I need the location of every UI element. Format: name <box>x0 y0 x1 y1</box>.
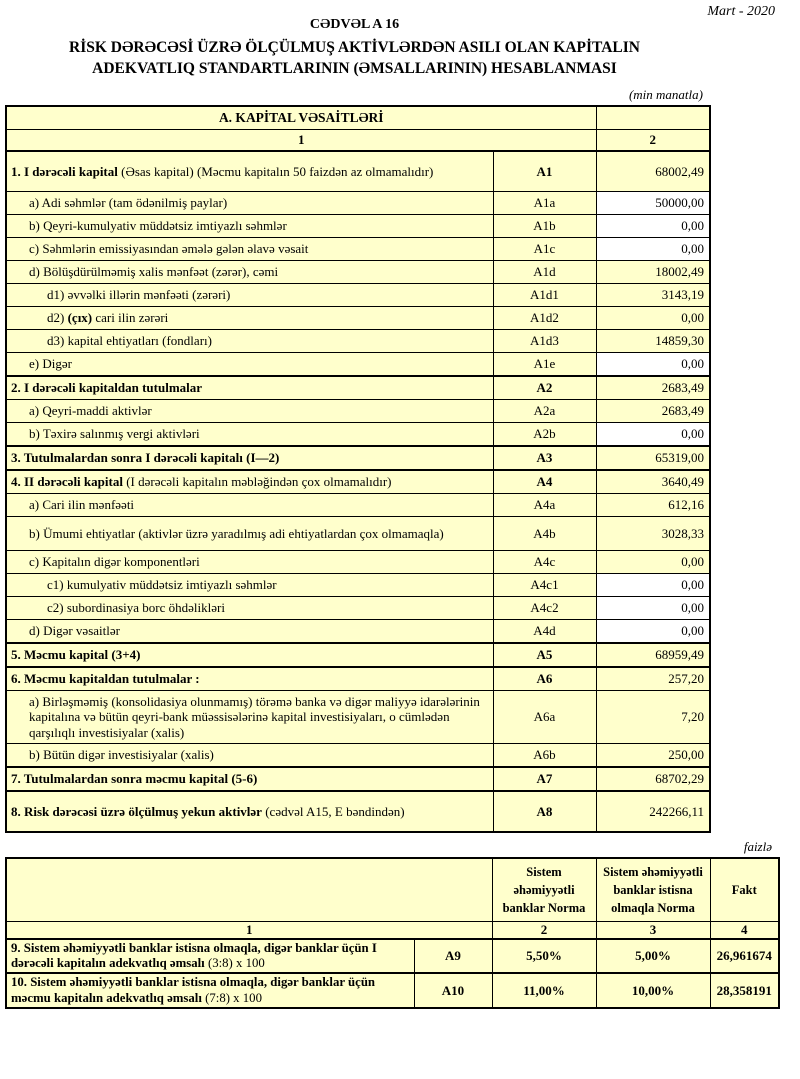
row-label <box>6 192 493 215</box>
ratio-header-norma-other: Sistem əhəmiyyətli banklar istisna olmaqla Norma <box>596 858 710 922</box>
row-value: 2683,49 <box>596 400 710 423</box>
row-label <box>6 151 493 192</box>
label-segment-bold: 7. Tutulmalardan sonra məcmu kapital (5-6) <box>11 771 258 787</box>
ratio-colnum-2: 2 <box>492 922 596 939</box>
row-label <box>6 744 493 768</box>
row-code: A1c <box>493 238 596 261</box>
row-value: 3028,33 <box>596 517 710 551</box>
row-label <box>6 691 493 744</box>
row-label <box>6 667 493 691</box>
label-segment-bold: 9. Sistem əhəmiyyətli banklar istisna olmaqla, digər banklar üçün I dərəcəli kapitalın adekvatlıq əmsalı <box>11 940 377 970</box>
label-segment: d3) kapital ehtiyatları (fondları) <box>47 333 212 349</box>
capital-row-A1d2 <box>6 307 710 330</box>
row-value: 257,20 <box>596 667 710 691</box>
row-label <box>6 446 493 470</box>
row-label <box>6 470 493 494</box>
label-segment: (Əsas kapital) (Məcmu kapitalın 50 faizdən az olmamalıdır) <box>117 163 434 179</box>
label-segment-bold: (çıx) <box>67 310 93 326</box>
row-label <box>6 791 493 832</box>
row-code: A1b <box>493 215 596 238</box>
label-segment: a) Qeyri-maddi aktivlər <box>29 403 152 419</box>
label-segment-bold: 10. Sistem əhəmiyyətli banklar istisna olmaqla, digər banklar üçün məcmu kapitalın adekvatlıq əmsalı <box>11 975 376 1005</box>
row-value-1: 5,50% <box>492 939 596 974</box>
row-label <box>6 261 493 284</box>
capital-row-A1d <box>6 261 710 284</box>
row-code: A6a <box>493 691 596 744</box>
capital-row-A1d3 <box>6 330 710 353</box>
capital-row-A1a <box>6 192 710 215</box>
row-code: A7 <box>493 767 596 791</box>
row-value: 3143,19 <box>596 284 710 307</box>
capital-row-A1 <box>6 151 710 192</box>
row-label <box>6 551 493 574</box>
row-label <box>6 238 493 261</box>
main-title-line2: ADEKVATLIQ STANDARTLARININ (ƏMSALLARININ) HESABLANMASI <box>92 60 617 77</box>
row-code: A1d1 <box>493 284 596 307</box>
capital-row-A7 <box>6 767 710 791</box>
capital-row-A2a <box>6 400 710 423</box>
row-label <box>6 973 414 1008</box>
capital-row-A1e <box>6 353 710 377</box>
label-segment: (3:8) x 100 <box>207 955 265 970</box>
label-segment: d2) <box>47 310 68 326</box>
row-value-2: 5,00% <box>596 939 710 974</box>
label-segment: (7:8) x 100 <box>205 990 262 1005</box>
ratio-header-norma-systemic: Sistem əhəmiyyətli banklar Norma <box>492 858 596 922</box>
report-date: Mart - 2020 <box>707 4 775 19</box>
capital-row-A4a <box>6 494 710 517</box>
row-label <box>6 517 493 551</box>
capital-row-A1c <box>6 238 710 261</box>
label-segment: a) Birləşməmiş (konsolidasiya olunmamış) törəmə banka və digər maliyyə idarələrinin kapitalına və bütün qeyri-bank müəssisələrinə kapital investisiyaları, o cümlədən qarşılıqlı investisiyalar (xalis) <box>29 693 480 740</box>
row-code: A2 <box>493 376 596 400</box>
capital-colnum-2: 2 <box>596 130 710 152</box>
row-value: 65319,00 <box>596 446 710 470</box>
label-segment: a) Cari ilin mənfəəti <box>29 497 135 513</box>
row-value: 3640,49 <box>596 470 710 494</box>
row-value: 0,00 <box>596 551 710 574</box>
row-value-3: 26,961674 <box>710 939 779 974</box>
label-segment: (cədvəl A15, E bəndindən) <box>261 803 405 819</box>
label-segment-bold: 1. I dərəcəli kapital <box>11 163 118 179</box>
capital-row-A1d1 <box>6 284 710 307</box>
capital-row-A4c2 <box>6 597 710 620</box>
unit-note-faizle: faizlə <box>743 839 772 854</box>
row-value-1: 11,00% <box>492 973 596 1008</box>
row-code: A8 <box>493 791 596 832</box>
label-segment: b) Qeyri-kumulyativ müddətsiz imtiyazlı səhmlər <box>29 218 287 234</box>
row-value: 0,00 <box>596 620 710 644</box>
ratio-colnum-row <box>6 922 779 939</box>
label-segment: c) Səhmlərin emissiyasından əmələ gələn əlavə vəsait <box>29 241 309 257</box>
row-label <box>6 767 493 791</box>
row-code: A4c <box>493 551 596 574</box>
label-segment: d) Bölüşdürülməmiş xalis mənfəət (zərər), cəmi <box>29 264 279 280</box>
row-value: 68702,29 <box>596 767 710 791</box>
row-label <box>6 307 493 330</box>
row-code: A3 <box>493 446 596 470</box>
row-code: A5 <box>493 643 596 667</box>
ratio-header-fakt: Fakt <box>710 858 779 922</box>
row-code: A4d <box>493 620 596 644</box>
row-code: A4c2 <box>493 597 596 620</box>
label-segment: b) Ümumi ehtiyatlar (aktivlər üzrə yaradılmış adi ehtiyatlardan çox olmamaqla) <box>29 525 444 541</box>
unit-note-min-manatla: (min manatla) <box>628 87 703 102</box>
row-value: 0,00 <box>596 353 710 377</box>
capital-row-A1b <box>6 215 710 238</box>
ratio-colnum-3: 3 <box>596 922 710 939</box>
row-value: 0,00 <box>596 597 710 620</box>
row-code: A4 <box>493 470 596 494</box>
label-segment-bold: 2. I dərəcəli kapitaldan tutulmalar <box>11 380 203 396</box>
row-value: 0,00 <box>596 423 710 447</box>
row-code: A1e <box>493 353 596 377</box>
capital-row-A4d <box>6 620 710 644</box>
ratio-header-row <box>6 858 779 922</box>
row-value: 242266,11 <box>596 791 710 832</box>
row-code: A4b <box>493 517 596 551</box>
row-label <box>6 353 493 377</box>
label-segment-bold: 3. Tutulmalardan sonra I dərəcəli kapitalı (I—2) <box>11 450 280 466</box>
row-label <box>6 423 493 447</box>
row-label <box>6 574 493 597</box>
table-code: CƏDVƏL A 16 <box>309 17 400 32</box>
row-label <box>6 376 493 400</box>
row-code: A2a <box>493 400 596 423</box>
ratio-header-empty-cell <box>6 858 492 922</box>
row-code: A1a <box>493 192 596 215</box>
label-segment-bold: 6. Məcmu kapitaldan tutulmalar : <box>11 671 200 687</box>
label-segment: e) Digər <box>29 356 72 372</box>
row-label <box>6 939 414 974</box>
ratio-colnum-1: 1 <box>6 922 492 939</box>
row-code: A4a <box>493 494 596 517</box>
row-value-2: 10,00% <box>596 973 710 1008</box>
label-segment-bold: 4. II dərəcəli kapital <box>11 474 123 490</box>
row-code: A6 <box>493 667 596 691</box>
row-value: 250,00 <box>596 744 710 768</box>
row-value: 0,00 <box>596 215 710 238</box>
row-label <box>6 620 493 644</box>
label-segment: a) Adi səhmlər (tam ödənilmiş paylar) <box>29 195 228 211</box>
main-title <box>0 37 709 79</box>
label-segment: (I dərəcəli kapitalın məbləğindən çox olmamalıdır) <box>122 474 392 490</box>
ratio-row-A9 <box>6 939 779 974</box>
capital-row-A4c <box>6 551 710 574</box>
row-value: 50000,00 <box>596 192 710 215</box>
capital-colnum-row <box>6 130 710 152</box>
capital-row-A6 <box>6 667 710 691</box>
row-value: 68002,49 <box>596 151 710 192</box>
ratio-table <box>5 857 780 1009</box>
label-segment-bold: 8. Risk dərəcəsi üzrə ölçülmuş yekun aktivlər <box>11 803 262 819</box>
capital-row-A2 <box>6 376 710 400</box>
capital-row-A5 <box>6 643 710 667</box>
row-value: 2683,49 <box>596 376 710 400</box>
row-code: A1 <box>493 151 596 192</box>
row-value: 0,00 <box>596 238 710 261</box>
capital-row-A4 <box>6 470 710 494</box>
label-segment: c1) kumulyativ müddətsiz imtiyazlı səhmlər <box>47 577 277 593</box>
row-code: A2b <box>493 423 596 447</box>
ratio-colnum-4: 4 <box>710 922 779 939</box>
capital-row-A6b <box>6 744 710 768</box>
row-value: 18002,49 <box>596 261 710 284</box>
row-label <box>6 400 493 423</box>
label-segment: c) Kapitalın digər komponentləri <box>29 554 200 570</box>
capital-row-A6a <box>6 691 710 744</box>
capital-row-A8 <box>6 791 710 832</box>
row-value: 0,00 <box>596 307 710 330</box>
capital-row-A4b <box>6 517 710 551</box>
row-value-3: 28,358191 <box>710 973 779 1008</box>
label-segment: d) Digər vəsaitlər <box>29 623 120 639</box>
row-label <box>6 597 493 620</box>
row-code: A1d3 <box>493 330 596 353</box>
row-label <box>6 643 493 667</box>
row-value: 68959,49 <box>596 643 710 667</box>
label-segment: c2) subordinasiya borc öhdəlikləri <box>47 600 225 616</box>
capital-row-A3 <box>6 446 710 470</box>
capital-table <box>5 105 711 833</box>
row-label <box>6 330 493 353</box>
row-label <box>6 494 493 517</box>
main-title-line1: RİSK DƏRƏCƏSİ ÜZRƏ ÖLÇÜLMUŞ AKTİVLƏRDƏN ASILI OLAN KAPİTALIN <box>69 39 640 56</box>
row-code: A10 <box>414 973 492 1008</box>
capital-colnum-1: 1 <box>6 130 596 152</box>
label-segment: cari ilin zərəri <box>92 310 169 326</box>
row-value: 612,16 <box>596 494 710 517</box>
row-code: A1d <box>493 261 596 284</box>
row-label <box>6 284 493 307</box>
ratio-row-A10 <box>6 973 779 1008</box>
capital-section-row <box>6 106 710 130</box>
row-code: A1d2 <box>493 307 596 330</box>
row-value: 0,00 <box>596 574 710 597</box>
row-value: 14859,30 <box>596 330 710 353</box>
row-code: A4c1 <box>493 574 596 597</box>
capital-section-empty-cell <box>596 106 710 130</box>
capital-row-A2b <box>6 423 710 447</box>
label-segment: b) Təxirə salınmış vergi aktivləri <box>29 426 200 442</box>
label-segment: b) Bütün digər investisiyalar (xalis) <box>29 747 214 763</box>
capital-section-title: A. KAPİTAL VƏSAİTLƏRİ <box>6 106 596 130</box>
capital-row-A4c1 <box>6 574 710 597</box>
row-value: 7,20 <box>596 691 710 744</box>
row-label <box>6 215 493 238</box>
row-code: A6b <box>493 744 596 768</box>
row-code: A9 <box>414 939 492 974</box>
label-segment-bold: 5. Məcmu kapital (3+4) <box>11 647 141 663</box>
label-segment: d1) əvvəlki illərin mənfəəti (zərəri) <box>47 287 231 303</box>
